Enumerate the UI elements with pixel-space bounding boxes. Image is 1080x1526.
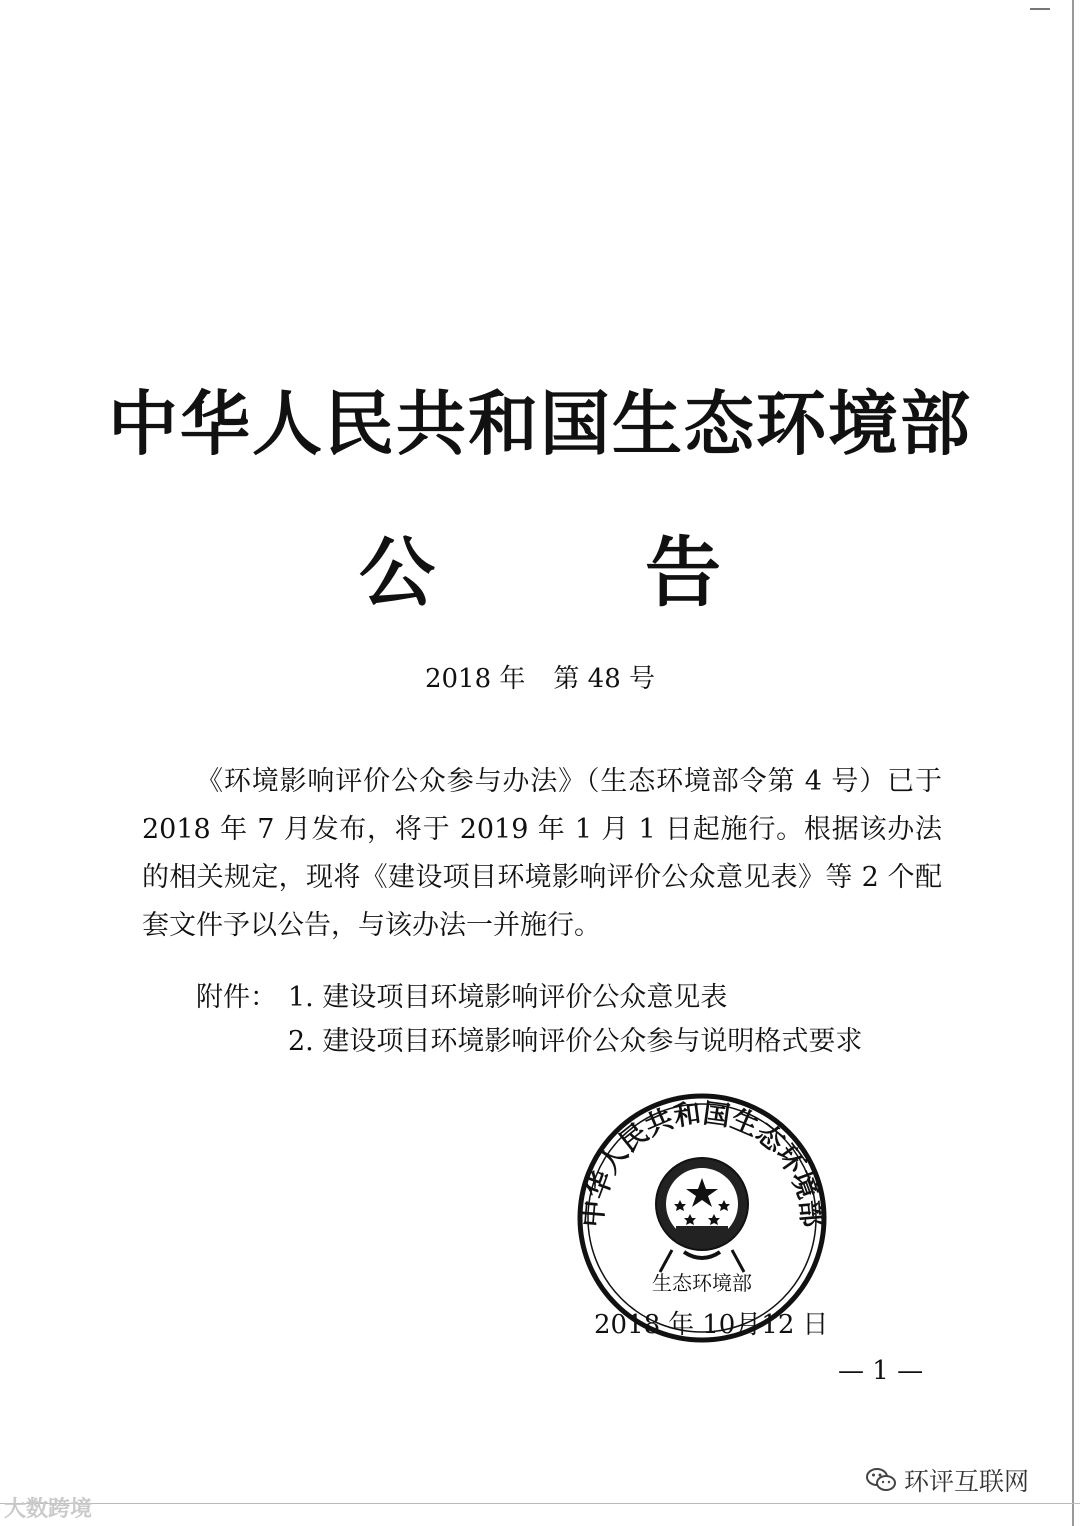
document-serial: 第 48 号	[553, 664, 656, 694]
date-month-char: 月	[735, 1310, 762, 1340]
seal-inner-text: 生态环境部	[652, 1271, 752, 1295]
signature-date	[594, 1304, 828, 1341]
attachment-item-text: 1. 建设项目环境影响评价公众意见表	[288, 982, 728, 1013]
seal-ring-textpath: 中华人民共和国生态环境部	[577, 1098, 827, 1229]
doc-type-char-1: 公	[359, 528, 435, 617]
attachment-item	[196, 976, 956, 1020]
date-year: 2018	[594, 1310, 661, 1340]
body-paragraph: 《环境影响评价公众参与办法》（生态环境部令第 4 号）已于 2018 年 7 月发布，将于 2019 年 1 月 1 日起施行。根据该办法的相关规定，现将《建设项目环境影响评价公众意见表》等 2 个配套文件予以公告，与该办法一并施行。	[142, 766, 942, 941]
watermark-left: 大数跨境	[4, 1497, 93, 1522]
document-type-heading	[0, 512, 1080, 621]
document-number	[0, 658, 1080, 695]
document-year: 2018 年	[424, 664, 526, 694]
scan-edge-right	[1072, 0, 1074, 1526]
date-year-char: 年	[668, 1310, 695, 1340]
attachment-item	[196, 1020, 956, 1064]
attachments-label: 附件：	[196, 982, 277, 1013]
national-emblem-icon	[656, 1158, 748, 1272]
watermark-right	[866, 1462, 1029, 1498]
date-day-char: 日	[802, 1310, 829, 1340]
attachments-list	[196, 976, 956, 1064]
issuing-organization-title: 中华人民共和国生态环境部	[108, 383, 972, 465]
scan-edge-top	[1030, 8, 1050, 10]
announcement-body	[142, 758, 942, 950]
wechat-icon	[866, 1467, 896, 1493]
doc-type-char-2: 告	[645, 528, 721, 617]
date-month: 10	[702, 1310, 736, 1340]
watermark-right-text: 环评互联网	[904, 1467, 1030, 1496]
date-day: 12	[761, 1310, 795, 1340]
scan-edge-bottom	[0, 1503, 1080, 1504]
attachment-item-text: 2. 建设项目环境影响评价公众参与说明格式要求	[288, 1026, 863, 1057]
page-number: — 1 —	[838, 1356, 924, 1386]
